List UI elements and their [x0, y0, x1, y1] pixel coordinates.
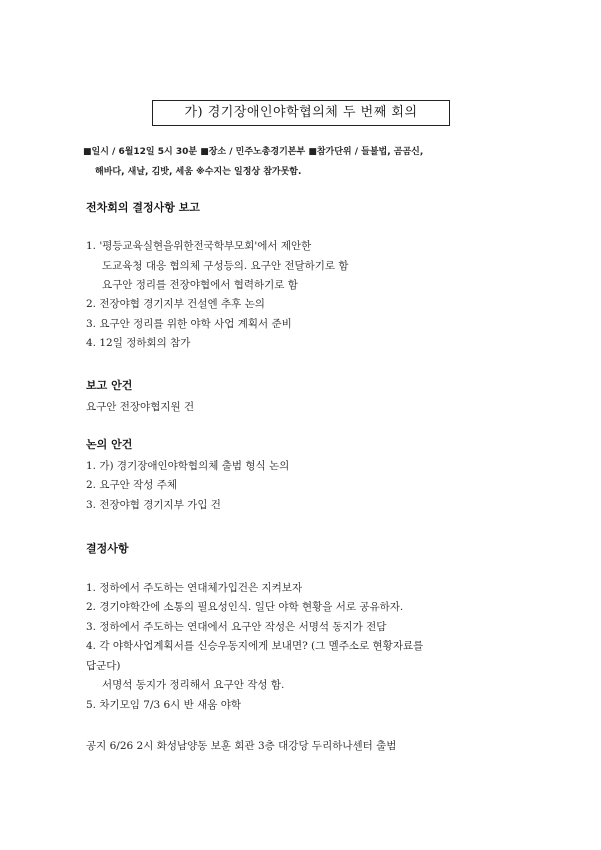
prev-decisions-item: 3. 요구안 정리를 위한 야학 사업 계획서 준비 [86, 318, 292, 330]
decisions-item: 5. 차기모임 7/3 6시 반 새움 야학 [86, 699, 242, 711]
prev-decisions-item: 2. 전장야협 경기지부 건설엔 추후 논의 [86, 298, 265, 310]
meeting-info-line-2: 해바다, 새날, 김밧, 세움 ※수지는 일정상 참가못함. [95, 167, 302, 177]
discussion-heading: 논의 안건 [86, 438, 133, 451]
prev-decisions-item: 요구안 정리를 전장야협에서 협력하기로 함 [102, 279, 298, 291]
discussion-item: 1. 가) 경기장애인야학협의체 출범 형식 논의 [86, 460, 290, 472]
decisions-item: 2. 경기야학간에 소통의 필요성인식. 일단 야학 현황을 서로 공유하자. [86, 601, 404, 613]
report-item: 요구안 전장야협지원 건 [86, 401, 195, 413]
meeting-info [83, 142, 523, 182]
prev-decisions-item: 4. 12일 정하회의 참가 [86, 337, 191, 349]
decisions-item: 서명석 동지가 정리해서 요구안 작성 함. [102, 679, 285, 691]
prev-decisions-item: 도교육청 대응 협의체 구성등의. 요구안 전달하기로 함 [102, 260, 349, 272]
prev-decisions-heading: 전차회의 결정사항 보고 [86, 201, 200, 214]
discussion-item: 3. 전장야협 경기지부 가입 건 [86, 499, 221, 511]
prev-decisions-item: 1. '평등교육실현을위한전국학부모회'에서 제안한 [86, 240, 312, 252]
document-title: 가) 경기장애인야학협의체 두 번째 회의 [152, 100, 450, 126]
report-heading: 보고 안건 [86, 379, 133, 392]
discussion-item: 2. 요구안 작성 주체 [86, 479, 178, 491]
decisions-item: 4. 각 야학사업계획서를 신승우동지에게 보내면? (그 멜주소로 현황자료를 [86, 640, 424, 652]
decisions-heading: 결정사항 [86, 542, 129, 555]
decisions-item: 1. 정하에서 주도하는 연대체가입건은 지켜보자 [86, 582, 303, 594]
notice-text: 공지 6/26 2시 화성남양동 보훈 회관 3층 대강당 두리하나센터 출범 [86, 740, 397, 752]
meeting-info-line-1: ■일시 / 6월12일 5시 30분 ■장소 / 민주노총경기본부 ■참가단위 / 들불법, 곰곰신, [83, 147, 424, 157]
decisions-item: 3. 정하에서 주도하는 연대에서 요구안 작성은 서명석 동지가 전담 [86, 621, 387, 633]
decisions-item: 답군다) [86, 660, 121, 672]
